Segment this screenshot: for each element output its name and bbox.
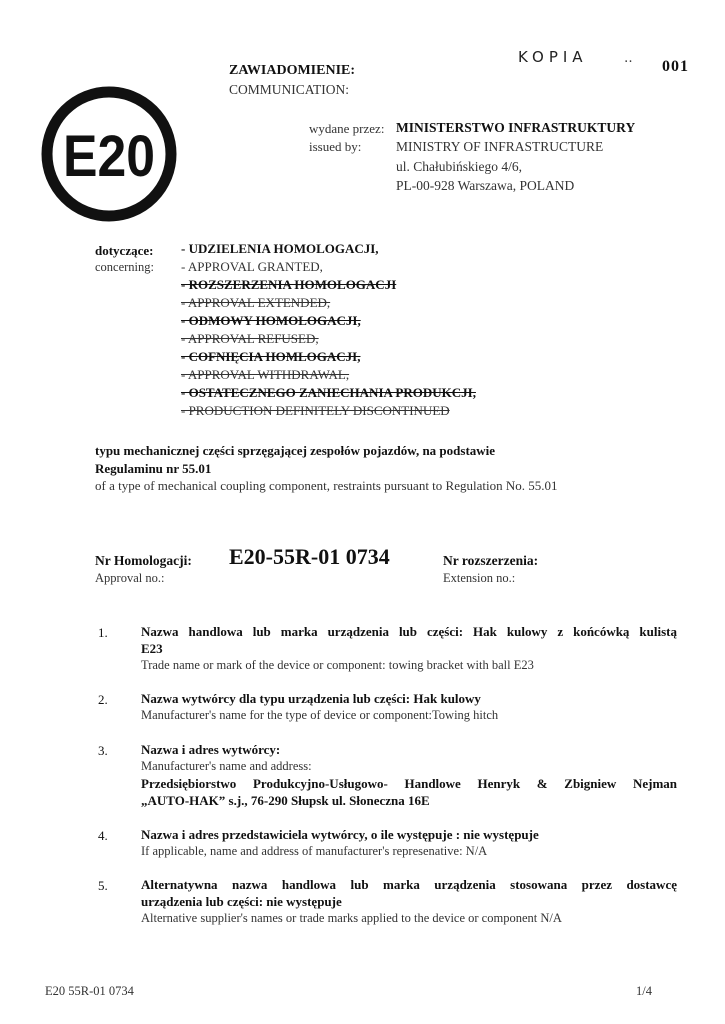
concerning-item: - APPROVAL WITHDRAWAL, (181, 367, 350, 382)
page-counter: 001 (662, 58, 689, 75)
issuer-label-en: issued by: (309, 139, 362, 154)
e20-mark-icon (40, 85, 178, 223)
item-2-pl-line1: Nazwa wytwórcy dla typu urządzenia lub części: Hak kulowy (141, 691, 481, 706)
issuer-name-pl: MINISTERSTWO INFRASTRUKTURY (396, 120, 636, 135)
item-4-number: 4. (98, 828, 108, 843)
approval-number: E20-55R-01 0734 (229, 544, 390, 569)
footer-page-number: 1/4 (636, 984, 652, 998)
item-5-number: 5. (98, 878, 108, 893)
item-1-number: 1. (98, 625, 108, 640)
stamp-dots: ‥ (624, 50, 633, 65)
extension-label-en: Extension no.: (443, 571, 516, 585)
concerning-item: - PRODUCTION DEFINITELY DISCONTINUED (181, 403, 450, 418)
copy-stamp: KOPIA (518, 48, 588, 66)
item-3-en: Manufacturer's name and address: (141, 759, 312, 773)
title-english: COMMUNICATION: (229, 82, 350, 97)
item-5-pl-line2: urządzenia lub części: nie występuje (141, 894, 342, 909)
item-4-en: If applicable, name and address of manufacturer's represenative: N/A (141, 844, 488, 858)
concerning-item: - APPROVAL REFUSED, (181, 331, 319, 346)
item-1-pl-line2: E23 (141, 641, 163, 656)
type-desc-pl-line1: typu mechanicznej części sprzęgającej zespołów pojazdów, na podstawie (95, 443, 496, 458)
concerning-list (181, 240, 476, 420)
item-3-manufacturer-name: Przedsiębiorstwo Produkcyjno-Usługowo- Handlowe Henryk & Zbigniew Nejman (141, 776, 677, 791)
concerning-item: - UDZIELENIA HOMOLOGACJI, (181, 241, 379, 256)
issuer-street: ul. Chałubińskiego 4/6, (396, 159, 522, 174)
item-4-pl-line1: Nazwa i adres przedstawiciela wytwórcy, o ile występuje : nie występuje (141, 827, 539, 842)
type-desc-en: of a type of mechanical coupling component, restraints pursuant to Regulation No. 55.01 (95, 478, 558, 493)
item-3-manufacturer-address: „AUTO-HAK” s.j., 76-290 Słupsk ul. Słoneczna 16E (141, 793, 430, 808)
concerning-item: - COFNIĘCIA HOMLOGACJI, (181, 349, 361, 364)
issuer-city: PL-00-928 Warszawa, POLAND (396, 178, 575, 193)
emblem-label: E20 (63, 124, 155, 189)
concerning-item: - ODMOWY HOMOLOGACJI, (181, 313, 361, 328)
item-1-pl-line1: Nazwa handlowa lub marka urządzenia lub części: Hak kulowy z końcówką kulistą (141, 624, 677, 639)
concerning-item: - OSTATECZNEGO ZANIECHANIA PRODUKCJI, (181, 385, 476, 400)
footer-doc-id: E20 55R-01 0734 (45, 984, 134, 998)
item-2-number: 2. (98, 692, 108, 707)
item-5-pl-line1: Alternatywna nazwa handlowa lub marka urządzenia stosowana przez dostawcę (141, 877, 677, 892)
concerning-label-en: concerning: (95, 260, 155, 274)
concerning-item: - APPROVAL GRANTED, (181, 259, 323, 274)
issuer-label-pl: wydane przez: (309, 121, 385, 136)
item-3-pl-line1: Nazwa i adres wytwórcy: (141, 742, 281, 757)
concerning-item: - ROZSZERZENIA HOMOLOGACJI (181, 277, 397, 292)
concerning-item: - APPROVAL EXTENDED, (181, 295, 331, 310)
item-3-number: 3. (98, 743, 108, 758)
title-polish: ZAWIADOMIENIE: (229, 63, 356, 78)
item-5-en: Alternative supplier's names or trade marks applied to the device or component N/A (141, 911, 562, 925)
item-2-en: Manufacturer's name for the type of device or component:Towing hitch (141, 708, 499, 722)
e20-emblem (40, 85, 178, 223)
type-desc-pl-line2: Regulaminu nr 55.01 (95, 461, 212, 476)
extension-label-pl: Nr rozszerzenia: (443, 553, 539, 568)
item-1-en: Trade name or mark of the device or component: towing bracket with ball E23 (141, 658, 534, 672)
concerning-label-pl: dotyczące: (95, 243, 154, 258)
issuer-name-en: MINISTRY OF INFRASTRUCTURE (396, 139, 604, 154)
approval-label-en: Approval no.: (95, 571, 165, 585)
approval-label-pl: Nr Homologacji: (95, 553, 192, 568)
